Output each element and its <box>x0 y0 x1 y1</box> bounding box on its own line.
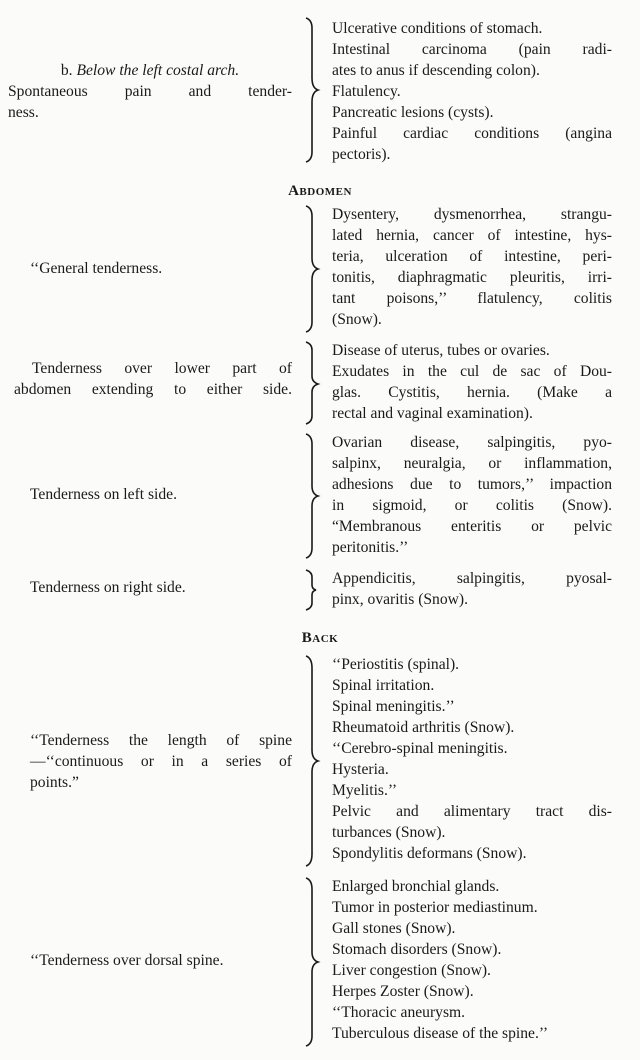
entry-causes <box>332 18 612 165</box>
entry-causes <box>332 568 612 610</box>
cause-line: Appendicitis, salpingitis, pyosal- <box>332 570 612 587</box>
condition-line: ‘‘Tenderness over dorsal spine. <box>30 952 224 969</box>
cause-line: Pancreatic lesions (cysts). <box>332 104 494 121</box>
cause-line: Spondylitis deformans (Snow). <box>332 845 527 862</box>
brace-icon <box>300 204 324 334</box>
cause-line: adhesions due to tumors,’’ impaction <box>332 476 612 493</box>
entry-causes <box>332 876 612 1044</box>
cause-line: Flatulency. <box>332 83 401 100</box>
cause-line: Rheumatoid arthritis (Snow). <box>332 719 515 736</box>
cause-line: Pelvic and alimentary tract dis- <box>332 803 612 820</box>
entry-lower-abdomen <box>0 338 640 428</box>
cause-line: ates to anus if descending colon). <box>332 62 540 79</box>
entry-below-left-costal <box>0 14 640 164</box>
condition-line: abdomen extending to either side. <box>14 381 292 398</box>
cause-line: Tumor in posterior mediastinum. <box>332 899 538 916</box>
entry-condition <box>30 484 290 505</box>
entry-general-tenderness <box>0 202 640 334</box>
entry-condition <box>30 577 290 598</box>
condition-line <box>8 60 292 81</box>
condition-line: ness. <box>8 104 39 121</box>
cause-line: (Snow). <box>332 311 382 328</box>
condition-line: Tenderness on right side. <box>30 579 186 596</box>
condition-line: Tenderness on left side. <box>30 486 178 503</box>
brace-icon <box>300 876 324 1048</box>
condition-line: Spontaneous pain and tender- <box>8 83 292 100</box>
cause-line: Stomach disorders (Snow). <box>332 941 502 958</box>
cause-line: pinx, ovaritis (Snow). <box>332 591 469 608</box>
brace-icon <box>300 568 324 612</box>
cause-line: Disease of uterus, tubes or ovaries. <box>332 342 550 359</box>
brace-icon <box>300 432 324 560</box>
condition-line-text <box>61 62 239 79</box>
condition-line: ‘‘General tenderness. <box>30 260 163 277</box>
cause-line: ‘‘Cerebro-spinal meningitis. <box>332 740 508 757</box>
entry-causes <box>332 432 612 558</box>
entry-dorsal-spine <box>0 874 640 1050</box>
entry-causes <box>332 654 612 864</box>
cause-line: rectal and vaginal examination). <box>332 405 533 422</box>
cause-line: Tuberculous disease of the spine.’’ <box>332 1025 549 1042</box>
entry-causes <box>332 204 612 330</box>
condition-line: —‘‘continuous or in a series of <box>30 753 292 770</box>
cause-line: tant poisons,’’ flatulency, colitis <box>332 290 612 307</box>
cause-line: “Membranous enteritis or pelvic <box>332 518 612 535</box>
cause-line: glas. Cystitis, hernia. (Make a <box>332 384 612 401</box>
item-heading: Below the left costal arch. <box>76 62 240 79</box>
cause-line: Enlarged bronchial glands. <box>332 878 500 895</box>
cause-line: tonitis, diaphragmatic pleuritis, irri- <box>332 269 612 286</box>
cause-line: Ulcerative conditions of stomach. <box>332 20 543 37</box>
condition-line: points.” <box>30 774 79 791</box>
cause-line: ‘‘Thoracic aneurysm. <box>332 1004 466 1021</box>
cause-line: salpinx, neuralgia, or inflammation, <box>332 455 612 472</box>
cause-line: Spinal irritation. <box>332 677 435 694</box>
section-heading-abdomen: Abdomen <box>288 183 352 199</box>
cause-line: Intestinal carcinoma (pain radi- <box>332 41 612 58</box>
entry-condition <box>30 730 292 793</box>
cause-line: Exudates in the cul de sac of Dou- <box>332 363 612 380</box>
brace-icon <box>300 654 324 868</box>
cause-line: Hysteria. <box>332 761 389 778</box>
cause-line: Herpes Zoster (Snow). <box>332 983 474 1000</box>
cause-line: Liver congestion (Snow). <box>332 962 491 979</box>
cause-line: lated hernia, cancer of intestine, hys- <box>332 227 612 244</box>
cause-line: Gall stones (Snow). <box>332 920 456 937</box>
cause-line: ‘‘Periostitis (spinal). <box>332 656 460 673</box>
condition-line: Tenderness over lower part of <box>32 360 292 377</box>
entry-condition <box>30 258 290 279</box>
cause-line: turbances (Snow). <box>332 824 446 841</box>
entry-causes <box>332 340 612 424</box>
item-marker: b. <box>60 62 77 79</box>
cause-line: peritonitis.’’ <box>332 539 409 556</box>
cause-line: Painful cardiac conditions (angina <box>332 125 612 142</box>
brace-icon <box>300 16 324 164</box>
entry-condition <box>14 358 292 400</box>
entry-condition <box>8 60 292 123</box>
cause-line: Myelitis.’’ <box>332 782 398 799</box>
cause-line: in sigmoid, or colitis (Snow). <box>332 497 612 514</box>
entry-left-side <box>0 430 640 562</box>
entry-condition <box>30 950 292 971</box>
cause-line: Spinal meningitis.’’ <box>332 698 455 715</box>
entry-length-of-spine <box>0 652 640 870</box>
condition-line: ‘‘Tenderness the length of spine <box>30 732 292 749</box>
cause-line: pectoris). <box>332 146 391 163</box>
section-heading-back: Back <box>301 630 339 646</box>
cause-line: Ovarian disease, salpingitis, pyo- <box>332 434 612 451</box>
cause-line: Dysentery, dysmenorrhea, strangu- <box>332 206 612 223</box>
entry-right-side <box>0 566 640 612</box>
cause-line: teria, ulceration of intestine, peri- <box>332 248 612 265</box>
brace-icon <box>300 340 324 426</box>
